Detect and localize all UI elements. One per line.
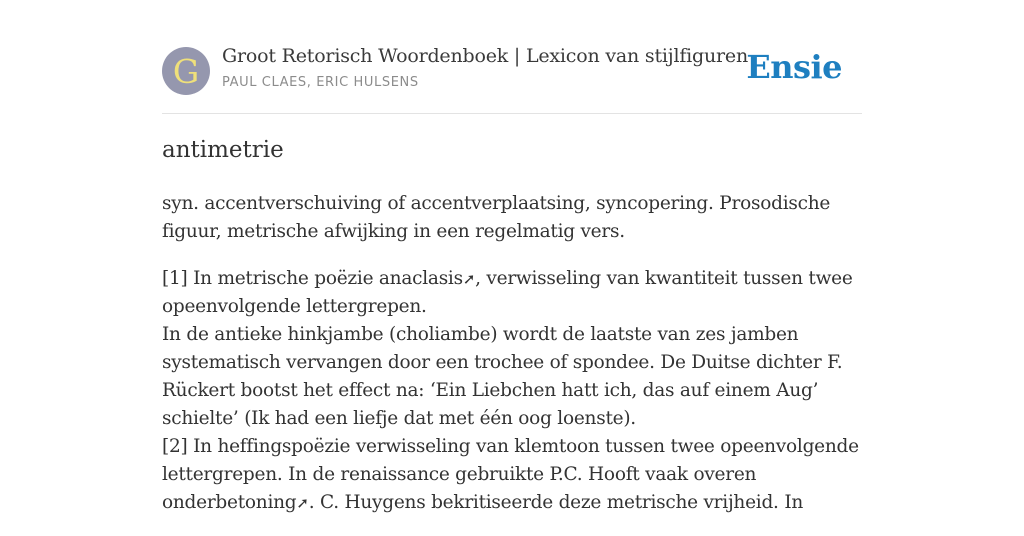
page-title: antimetrie [162,137,284,163]
link-onderbetoning-label: onderbetoning [162,492,297,513]
external-link-icon: ➚ [296,494,309,512]
source-title[interactable]: Groot Retorisch Woordenboek | Lexicon van stijlfiguren [222,45,748,67]
sense-1-text-after: , verwisseling van kwantiteit tussen twee opeenvolgende lettergrepen. [162,268,853,317]
link-anaclasis[interactable] [379,268,475,289]
sense-2-text-after: . C. Huygens bekritiseerde deze metrische vrijheid. In [308,492,804,513]
sense-2-text-before: [2] In heffingspoëzie verwisseling van klemtoon tussen twee opeenvolgende lettergrepen. In de renaissance gebruikte P.C. Hooft vaak overen [162,436,859,485]
page-container [162,0,862,513]
entry-body [162,190,862,536]
sense-1-text-before: [1] In metrische poëzie [162,268,379,289]
brand-logo[interactable]: Ensie [746,48,842,86]
sense-1 [162,265,862,517]
definition: syn. accentverschuiving of accentverplaatsing, syncopering. Prosodische figuur, metrische afwijking in een regelmatig vers. [162,193,831,242]
header [162,0,862,114]
link-anaclasis-label: anaclasis [378,268,463,289]
source-avatar[interactable]: G [162,47,210,95]
link-onderbetoning[interactable] [162,492,309,513]
source-authors: PAUL CLAES, ERIC HULSENS [222,75,419,90]
sense-2 [162,433,862,517]
sense-1-example: In de antieke hinkjambe (choliambe) wordt de laatste van zes jamben systematisch vervangen door een trochee of spondee. De Duitse dichter F. Rückert bootst het effect na: ‘Ein Liebchen hatt ich, das auf einem Aug’ schielte’ (Ik had een liefje dat met één oog loenste). [162,324,843,429]
external-link-icon: ➚ [462,270,476,288]
